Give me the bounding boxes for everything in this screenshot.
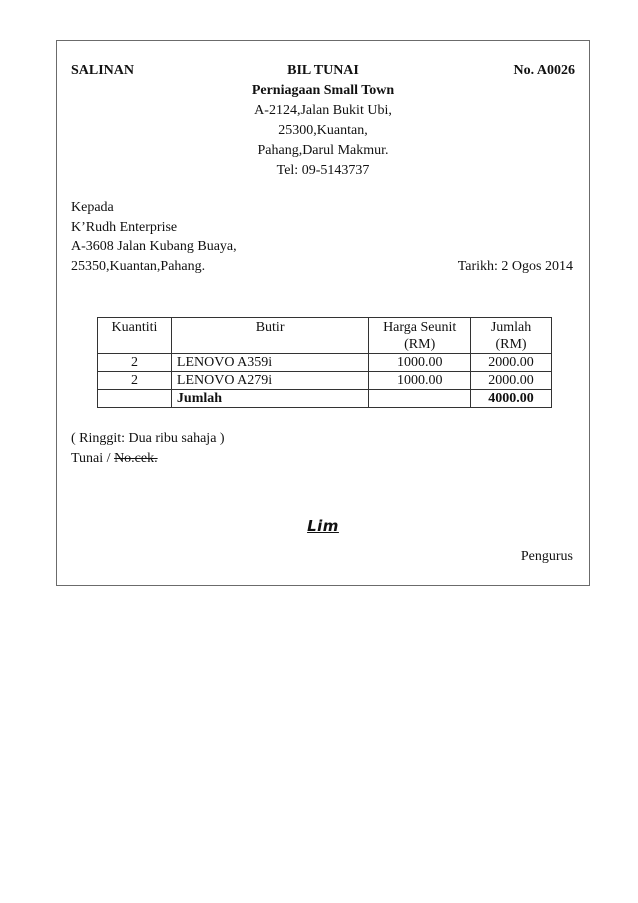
header-quantity: Kuantiti xyxy=(98,318,172,354)
row-amount: 2000.00 xyxy=(471,372,552,390)
company-phone: Tel: 09-5143737 xyxy=(276,163,370,178)
payment-cheque-struck: No.cek. xyxy=(114,451,158,466)
bill-number: No. A0026 xyxy=(513,63,575,78)
recipient-label: Kepada xyxy=(71,200,114,215)
row-unit-price: 1000.00 xyxy=(369,354,471,372)
total-empty-cell xyxy=(369,390,471,408)
payment-method xyxy=(71,449,225,469)
company-address-line: A-2124,Jalan Bukit Ubi, xyxy=(254,103,392,118)
amount-in-words: ( Ringgit: Dua ribu sahaja ) xyxy=(71,431,225,446)
header-item: Butir xyxy=(171,318,368,354)
total-amount: 4000.00 xyxy=(471,390,552,408)
document-type: BIL TUNAI xyxy=(287,63,359,78)
cash-bill-receipt xyxy=(56,40,590,586)
signatory-title: Pengurus xyxy=(520,549,573,564)
company-address-line: 25300,Kuantan, xyxy=(278,123,368,138)
signature xyxy=(57,517,589,536)
customer-details xyxy=(71,198,237,276)
header-unit-price: Harga Seunit (RM) xyxy=(369,318,471,354)
company-details xyxy=(57,81,589,181)
company-address-line: Pahang,Darul Makmur. xyxy=(257,143,389,158)
header-amount: Jumlah (RM) xyxy=(471,318,552,354)
row-item: LENOVO A279i xyxy=(171,372,368,390)
bill-date: Tarikh: 2 Ogos 2014 xyxy=(457,259,573,274)
table-header-row xyxy=(98,318,552,354)
row-item: LENOVO A359i xyxy=(171,354,368,372)
row-quantity: 2 xyxy=(98,372,172,390)
total-label: Jumlah xyxy=(171,390,368,408)
items-table xyxy=(97,317,552,408)
row-quantity: 2 xyxy=(98,354,172,372)
customer-name: K’Rudh Enterprise xyxy=(71,219,178,235)
table-total-row xyxy=(98,390,552,408)
row-unit-price: 1000.00 xyxy=(369,372,471,390)
copy-label: SALINAN xyxy=(71,63,135,78)
amount-and-payment xyxy=(71,429,225,469)
customer-address-line: A-3608 Jalan Kubang Buaya, xyxy=(71,239,237,254)
row-amount: 2000.00 xyxy=(471,354,552,372)
payment-cash: Tunai xyxy=(71,451,104,466)
customer-address-line: 25350,Kuantan,Pahang. xyxy=(71,258,206,274)
company-name: Perniagaan Small Town xyxy=(251,83,395,98)
signature-text: Lim xyxy=(307,517,339,535)
table-row xyxy=(98,354,552,372)
table-row xyxy=(98,372,552,390)
total-empty-cell xyxy=(98,390,172,408)
payment-separator: / xyxy=(103,451,115,466)
